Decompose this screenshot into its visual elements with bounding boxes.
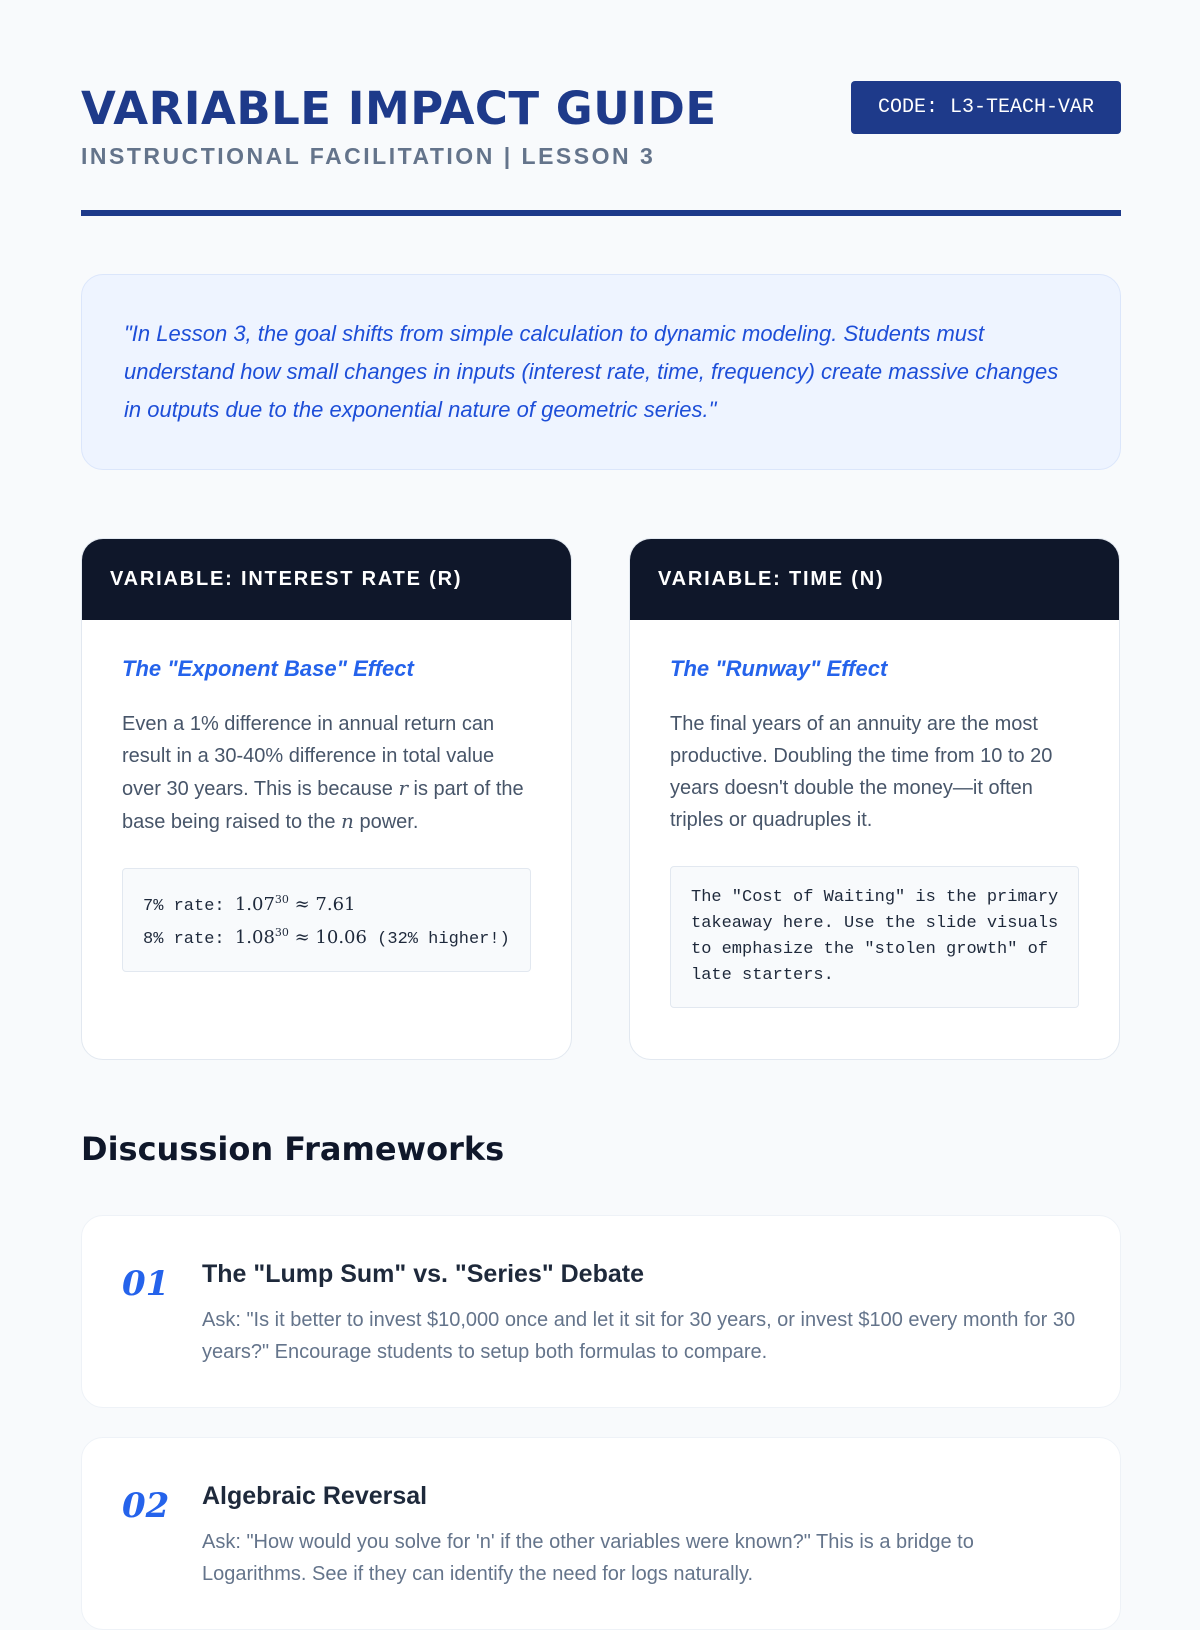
math-variable-n: n: [341, 809, 354, 833]
discussion-item: [81, 1215, 1121, 1408]
variable-description: [122, 708, 531, 838]
variable-card-header: VARIABLE: TIME (N): [630, 539, 1119, 620]
variable-card-body: [630, 620, 1119, 1008]
calculation-line: [143, 887, 510, 920]
lesson-code-badge: CODE: L3-TEACH-VAR: [851, 81, 1121, 134]
discussion-text: Ask: "Is it better to invest $10,000 once and let it sit for 30 years, or invest $100 every month for 30 years?" Encourage students to setup both formulas to compare.: [202, 1309, 1076, 1363]
description-text: power.: [353, 811, 419, 833]
discussion-number: 01: [122, 1264, 170, 1304]
effect-title: The "Exponent Base" Effect: [122, 656, 414, 681]
calc-base: 1.08: [234, 927, 275, 948]
calc-note: (32% higher!): [366, 930, 510, 949]
calc-result: ≈ 10.06: [288, 927, 367, 948]
calc-expression: [235, 927, 367, 948]
calc-exponent: 30: [274, 926, 289, 939]
math-variable-r: r: [398, 776, 408, 800]
note-line: late starters.: [691, 966, 834, 985]
calc-result: ≈ 7.61: [288, 894, 356, 915]
variable-card-interest-rate: [81, 538, 572, 1060]
facilitator-note-box: [670, 866, 1079, 1008]
calc-exponent: 30: [274, 893, 289, 906]
calc-base: 1.07: [234, 894, 275, 915]
intro-quote-box: [81, 274, 1121, 470]
discussion-item: [81, 1437, 1121, 1630]
page-subtitle: INSTRUCTIONAL FACILITATION | LESSON 3: [81, 143, 656, 169]
description-text: Even a 1% difference in annual return can result in a 30-40% difference in total value over 30 years. This is because: [122, 713, 495, 800]
variable-card-time: [629, 538, 1120, 1060]
header-divider: [81, 210, 1121, 216]
calc-label: 7% rate:: [143, 897, 235, 916]
calculation-line: [143, 920, 510, 953]
effect-title: The "Runway" Effect: [670, 656, 888, 681]
section-title: Discussion Frameworks: [81, 1130, 505, 1168]
discussion-title: Algebraic Reversal: [202, 1482, 428, 1510]
discussion-number: 02: [122, 1486, 170, 1526]
description-text: is part of the base being raised to the: [122, 778, 524, 833]
variable-card-header: VARIABLE: INTEREST RATE (R): [82, 539, 571, 620]
intro-quote: "In Lesson 3, the goal shifts from simple calculation to dynamic modeling. Students must understand how small changes in inputs (interest rate, time, frequency) create massive changes in outputs due to the exponential nature of geometric series.": [124, 321, 1059, 422]
variable-description: The final years of an annuity are the most productive. Doubling the time from 10 to 20 years doesn't double the money—it often triples or quadruples it.: [670, 713, 1053, 831]
note-line: takeaway here. Use the slide visuals: [691, 914, 1059, 933]
page-header: [81, 78, 1121, 218]
calc-label: 8% rate:: [143, 930, 235, 949]
discussion-title: The "Lump Sum" vs. "Series" Debate: [202, 1260, 644, 1288]
page-title: VARIABLE IMPACT GUIDE: [81, 82, 717, 135]
calc-expression: [235, 894, 356, 915]
discussion-text: Ask: "How would you solve for 'n' if the other variables were known?" This is a bridge to Logarithms. See if they can identify the need for logs naturally.: [202, 1531, 974, 1585]
note-line: to emphasize the "stolen growth" of: [691, 940, 1049, 959]
variable-card-body: [82, 620, 571, 972]
calculation-box: [122, 868, 531, 972]
note-line: The "Cost of Waiting" is the primary: [691, 888, 1059, 907]
